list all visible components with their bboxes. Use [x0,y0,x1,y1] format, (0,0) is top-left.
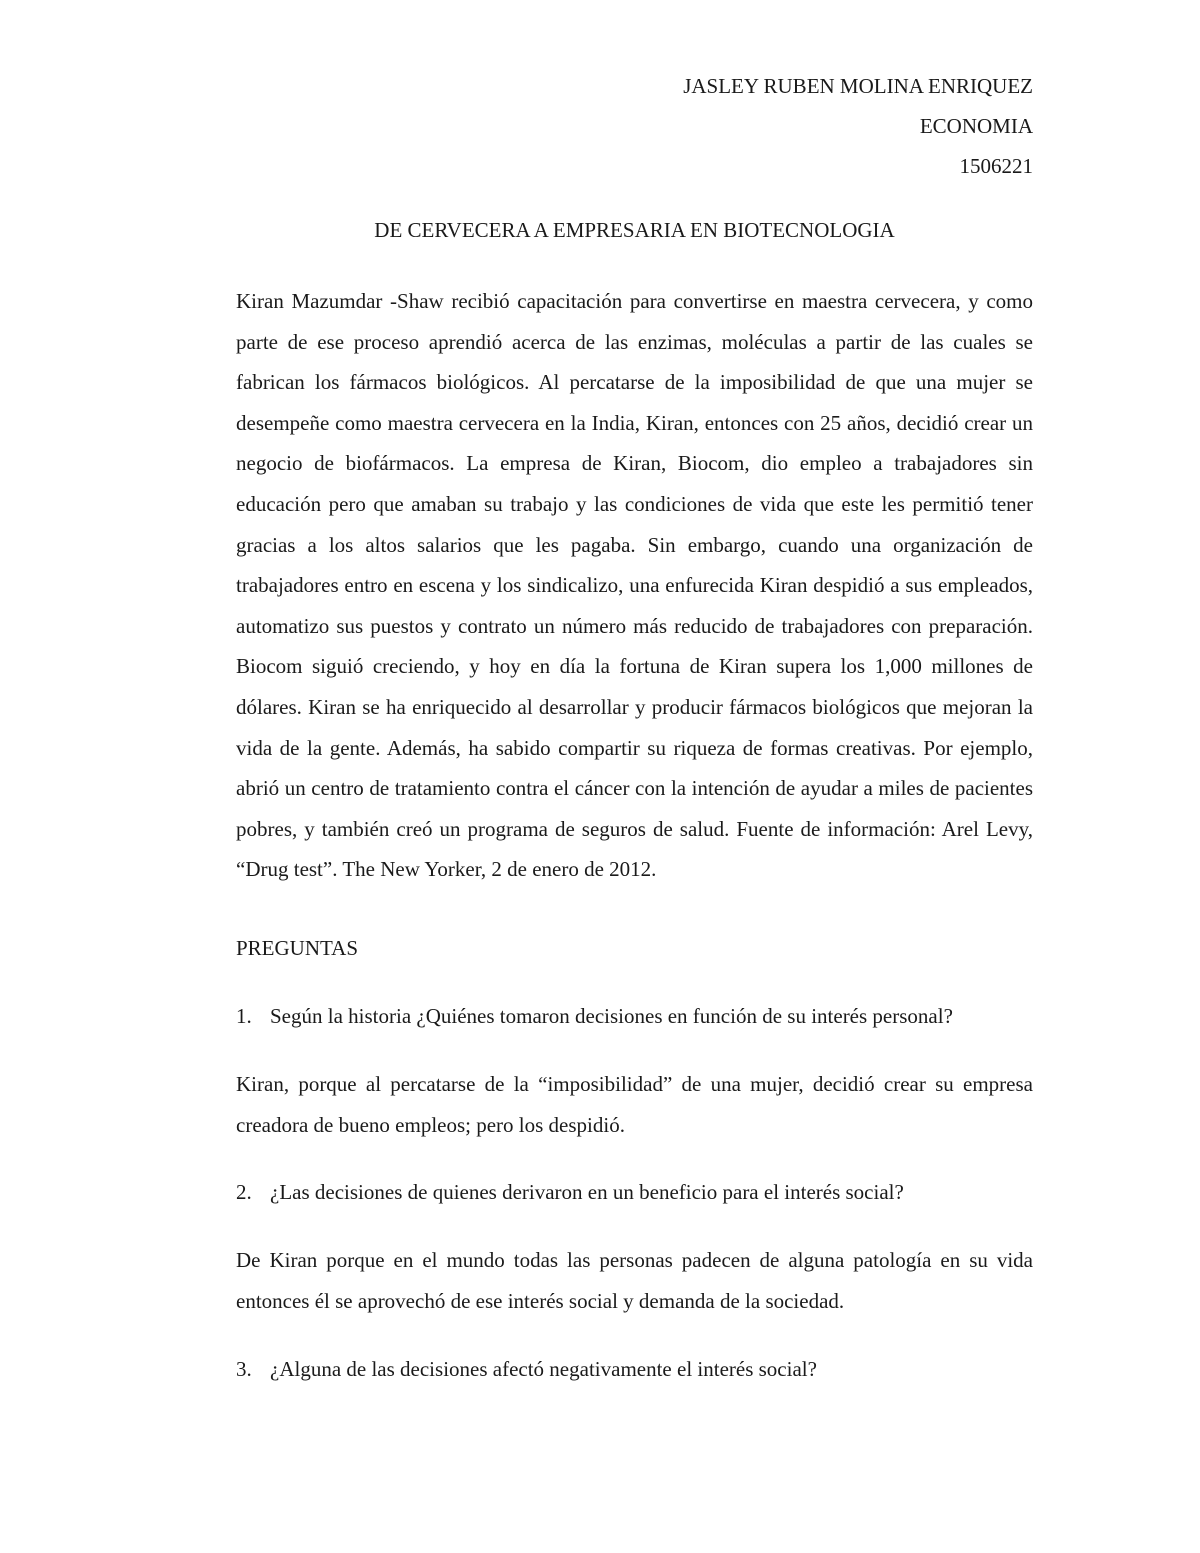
question-number: 2. [236,1180,252,1204]
body-paragraph: Kiran Mazumdar -Shaw recibió capacitación para convertirse en maestra cervecera, y como parte de ese proceso aprendió acerca de las enzimas, moléculas a partir de las cuales se fabrican los fármacos biológicos. Al percatarse de la imposibilidad de que una mujer se desempeñe como maestra cervecera en la India, Kiran, entonces con 25 años, decidió crear un negocio de biofármacos. La empresa de Kiran, Biocom, dio empleo a trabajadores sin educación pero que amaban su trabajo y las condiciones de vida que este les permitió tener gracias a los altos salarios que les pagaba. Sin embargo, cuando una organización de trabajadores entro en escena y los sindicalizo, una enfurecida Kiran despidió a sus empleados, automatizo sus puestos y contrato un número más reducido de trabajadores con preparación. Biocom siguió creciendo, y hoy en día la fortuna de Kiran supera los 1,000 millones de dólares. Kiran se ha enriquecido al desarrollar y producir fármacos biológicos que mejoran la vida de la gente. Además, ha sabido compartir su riqueza de formas creativas. Por ejemplo, abrió un centro de tratamiento contra el cáncer con la intención de ayudar a miles de pacientes pobres, y también creó un programa de seguros de salud. Fuente de información: Arel Levy, “Drug test”. The New Yorker, 2 de enero de 2012. [236,289,1033,882]
answer-2: De Kiran porque en el mundo todas las personas padecen de alguna patología en su vida entonces él se aprovechó de ese interés social y demanda de la sociedad. [236,1248,1033,1313]
question-3 [236,1355,1033,1383]
question-number: 1. [236,1004,252,1028]
answer-1: Kiran, porque al percatarse de la “imposibilidad” de una mujer, decidió crear su empresa creadora de bueno empleos; pero los despidió. [236,1072,1033,1137]
question-2 [236,1178,1033,1206]
question-1 [236,1002,1033,1030]
question-text: Según la historia ¿Quiénes tomaron decisiones en función de su interés personal? [270,1004,953,1028]
document-title: DE CERVECERA A EMPRESARIA EN BIOTECNOLOGIA [374,218,895,242]
questions-heading: PREGUNTAS [236,936,359,960]
question-text: ¿Las decisiones de quienes derivaron en un beneficio para el interés social? [270,1180,904,1204]
author-name: JASLEY RUBEN MOLINA ENRIQUEZ [683,74,1033,98]
student-id: 1506221 [959,154,1033,178]
question-number: 3. [236,1357,252,1381]
question-text: ¿Alguna de las decisiones afectó negativamente el interés social? [270,1357,817,1381]
subject-name: ECONOMIA [919,114,1033,138]
